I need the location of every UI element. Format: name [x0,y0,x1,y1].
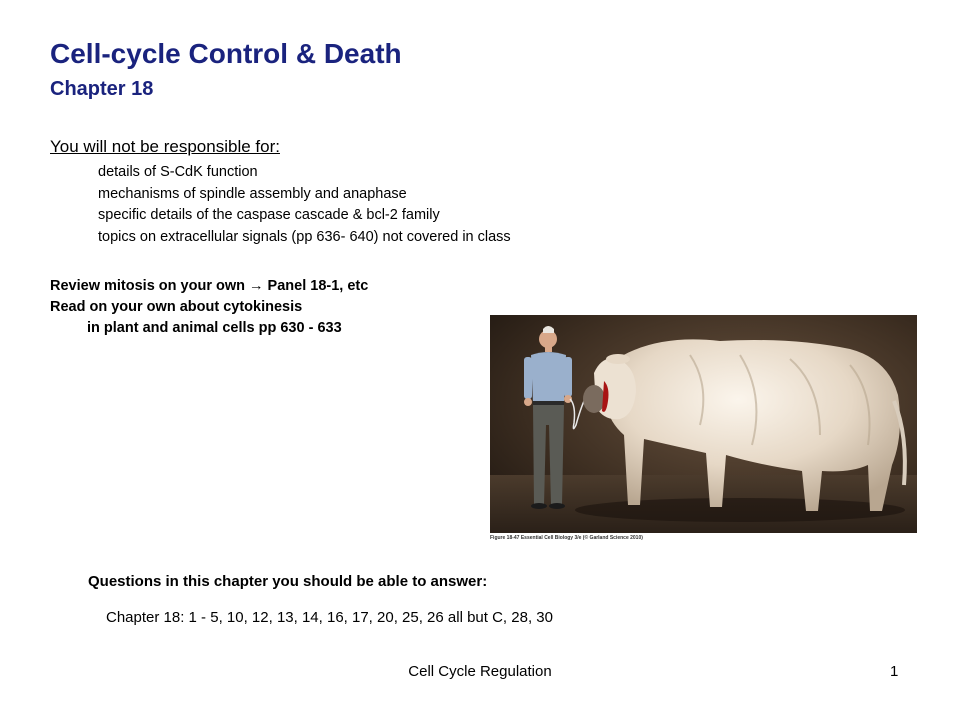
list-item: mechanisms of spindle assembly and anaphase [98,185,407,202]
slide-title: Cell-cycle Control & Death [50,38,402,69]
list-item: details of S-CdK function [98,164,258,180]
responsibility-list [98,162,511,248]
review-notes [50,276,368,339]
responsibility-heading: You will not be responsible for: [50,137,280,156]
assigned-questions: Chapter 18: 1 - 5, 10, 12, 13, 14, 16, 17, 20, 25, 26 all but C, 28, 30 [106,609,553,626]
questions-heading: Questions in this chapter you should be able to answer: [88,573,488,590]
review-mitosis-text: Review mitosis on your own [50,278,245,294]
list-item: specific details of the caspase cascade & bcl-2 family [98,207,440,223]
panel-reference: Panel 18-1, etc [267,278,369,294]
figure-caption: Figure 18-47 Essential Cell Biology 3/e (© Garland Science 2010) [490,535,643,541]
slide-number: 1 [890,663,899,680]
chapter-subtitle: Chapter 18 [50,78,154,100]
list-item: topics on extracellular signals (pp 636- 640) not covered in class [98,228,511,245]
arrow-right-icon: → [249,278,264,294]
footer-label: Cell Cycle Regulation [408,663,552,680]
bull-photo [490,315,917,533]
review-line-pages: in plant and animal cells pp 630 - 633 [87,320,342,336]
review-line-cytokinesis: Read on your own about cytokinesis [50,299,303,315]
review-line-mitosis [50,276,368,297]
